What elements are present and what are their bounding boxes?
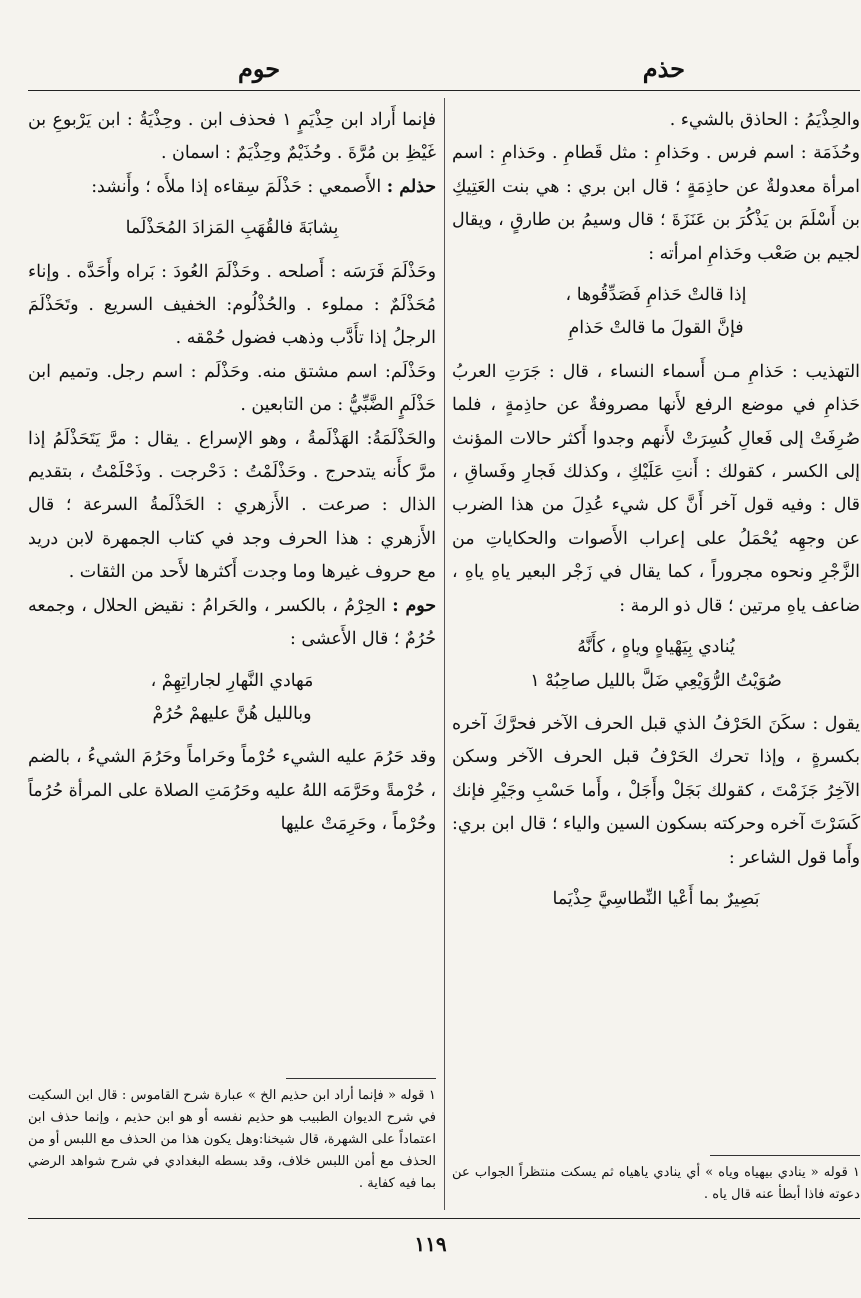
entry-headword: حذلم : [386,176,436,197]
entry-hawm [28,590,436,657]
paragraph: وقد حَرُمَ عليه الشيء حُرْماً وحَراماً وحَرُمَ الشيءُ ، بالضم ، حُرْمةً وحَرَّمَه اللهُ عليه وحَرُمَتِ الصلاة على المرأة حُرُماً وحُرْماً ، وحَرِمَتْ عليها [28,747,436,835]
footnote-block [28,1072,436,1195]
verse-line: صُوَيْتُ الرُّوَيْعِي ضَلَّ بالليل صاحِبُهْ ١ [530,670,782,691]
paragraph: والحِذْيَمُ : الحاذق بالشيء . [669,110,860,130]
verse-line: بِشابَةَ فالقُهَبِ المَزادَ المُحَذْلَما [125,218,339,239]
verse-line: فإنَّ القولَ ما قالتْ حَذامِ [568,318,744,339]
verse [28,212,436,245]
footnote: ١ قوله « ينادي بيهياه وياه » أي ينادي ياهياه ثم يسكت منتظراً الجواب عن دعوته فاذا أبطأ عنه قال ياه . [452,1165,860,1202]
entry-text: الأَصمعي : حَذْلَمَ سِقاءه إذا ملأَه ؛ وأَنشد: [91,176,387,197]
footnote-rule [286,1078,436,1079]
verse [452,883,860,916]
left-column [28,104,436,1191]
running-head-right: حذم [642,54,685,83]
verse [28,665,436,732]
footnote: ١ قوله « فإنما أراد ابن حذيم الخ » عبارة شرح القاموس : قال ابن السكيت في شرح الديوان الطبيب هو حذيم نفسه أو هو ابن حذيم ، وإنما حذف ابن اعتماداً على الشهرة، قال شيخنا:وهل يكون هذا من الحذف مع اللبس أو من الحذف مع أمن اللبس خلاف، وقد بسطه البغدادي في شرح شواهد الرضي بما فيه كفاية . [28,1088,436,1191]
column-divider [444,98,445,1210]
paragraph: التهذيب : حَذامِ مـن أَسماء النساء ، قال : جَرَتِ العربُ حَذامِ في موضع الرفع لأَنها مصروفةٌ عن حاذِمةٍ ، فلما صُرِفَتْ إلى فَعالِ كُسِرَتْ لأَنهم وجدوا أَكثر حالات المؤنث إلى الكسر ، كقولك : أَنتِ عَلَيْكِ ، وكذلك فَجارِ وفَساقِ ، قال : وفيه قول آخر أَنَّ كل شيء عُدِلَ من هذا الضرب عن وجهِه يُحْمَلُ على إعراب الأَصوات والحكاياتِ من الزَّجْرِ ونحوه مجروراً ، كما يقال في زَجْر البعير ياهِ ياهِ ، ضاعف ياهِ مرتين ؛ قال ذو الرمة : [452,361,860,616]
verse-line: إذا قالتْ حَذامِ فَصَدِّقُوها ، [565,285,747,306]
paragraph: والحَذْلَمَةُ: الهَذْلَمةُ ، وهو الإسراع . يقال : مرَّ يَتَحَذْلَمُ إذا مرَّ كأَنه يتدحرج . وحَذْلَمْتُ : دَحْرجت . وذَحْلَمْتُ ، بتقديم الذال : صرعت . الأَزهري : الحَذْلَمةُ السرعة ؛ قال الأَزهري : هذا الحرف وجد في كتاب الجمهرة لابن دريد مع حروف غيرها وما وجدت أَكثرها لأَحد من الثقات . [28,428,436,583]
verse-line: بَصِيرٌ بما أَعْيا النِّطاسِيَّ حِذْيَما [552,888,760,909]
page-header [28,52,860,91]
entry-text: الحِرْمُ ، بالكسر ، والحَرامُ : نقيض الحلال ، وجمعه حُرُمٌ ؛ قال الأَعشى : [28,595,436,650]
paragraph: فإنما أَراد ابن حِذْيَمٍ ١ فحذف ابن . وحِذْيَةُ : ابن يَرْبوعِ بن غَيْظِ بن مُرَّةَ . وحُذَيْمٌ وحِذْيَمٌ : اسمان . [28,110,436,164]
running-head-left: حوم [238,54,281,83]
footnote-block [452,1149,860,1206]
verse-line: مَهادي النَّهارِ لجاراتِهِمْ ، [150,670,314,691]
entry-hadhlam [28,171,436,204]
right-column [452,104,860,1202]
paragraph: يقول : سكَنَ الحَرْفُ الذي قبل الحرف الآخر فحرَّكَ آخره بكسرةٍ ، وإذا تحرك الحَرْفُ قبل الحرف الآخر وسكن الآخِرُ جَزَمْتَ ، كقولك بَجَلْ وأَجَلْ ، وأَما حَسْبِ وجَيْرِ فإنك كَسَرْتَ آخره وحركته بسكون السين والياء ؛ قال ابن بري: وأَما قول الشاعر : [452,713,860,868]
paragraph: وحُذَمَة : اسم فرس . وحَذامِ : مثل قَطامِ . وحَذامِ : اسم امرأة معدولةٌ عن حاذِمَةٍ ؛ قال ابن بري : هي بنت العَتِيكِ بن أَسْلَمَ بن يَذْكُرَ بن عَنَزَةَ ؛ قال وسيمُ بن طارقٍ ، ويقال لجيم بن صَعْب وحَذامِ امرأته : [452,143,860,264]
verse [452,279,860,346]
entry-headword: حوم : [392,595,436,616]
footnote-rule [710,1155,860,1156]
verse-line: يُنادي بِيَهْياهٍ وياهٍ ، كأَنَّهُ [577,637,735,658]
bottom-rule [28,1218,860,1219]
verse-line: وبالليل هُنَّ عليهمْ حُرُمْ [152,703,312,724]
page-number: ١١٩ [414,1232,447,1256]
paragraph: وحَذْلَم: اسم مشتق منه. وحَذْلَم : اسم رجل. وتميم ابن حَذْلَمٍ الضَّبِّيُّ : من التابعين . [28,361,436,416]
paragraph: وحَذْلَمَ فَرَسَه : أَصلحه . وحَذْلَمَ العُودَ : بَراه وأَحَدَّه . وإناء مُحَذْلَمٌ : مملوء . والحُذْلُوم: الخفيف السريع . وتَحَذْلَمَ الرجلُ إذا تأَدَّب وذهب فضول حُمْقه . [28,261,436,349]
verse [452,631,860,698]
